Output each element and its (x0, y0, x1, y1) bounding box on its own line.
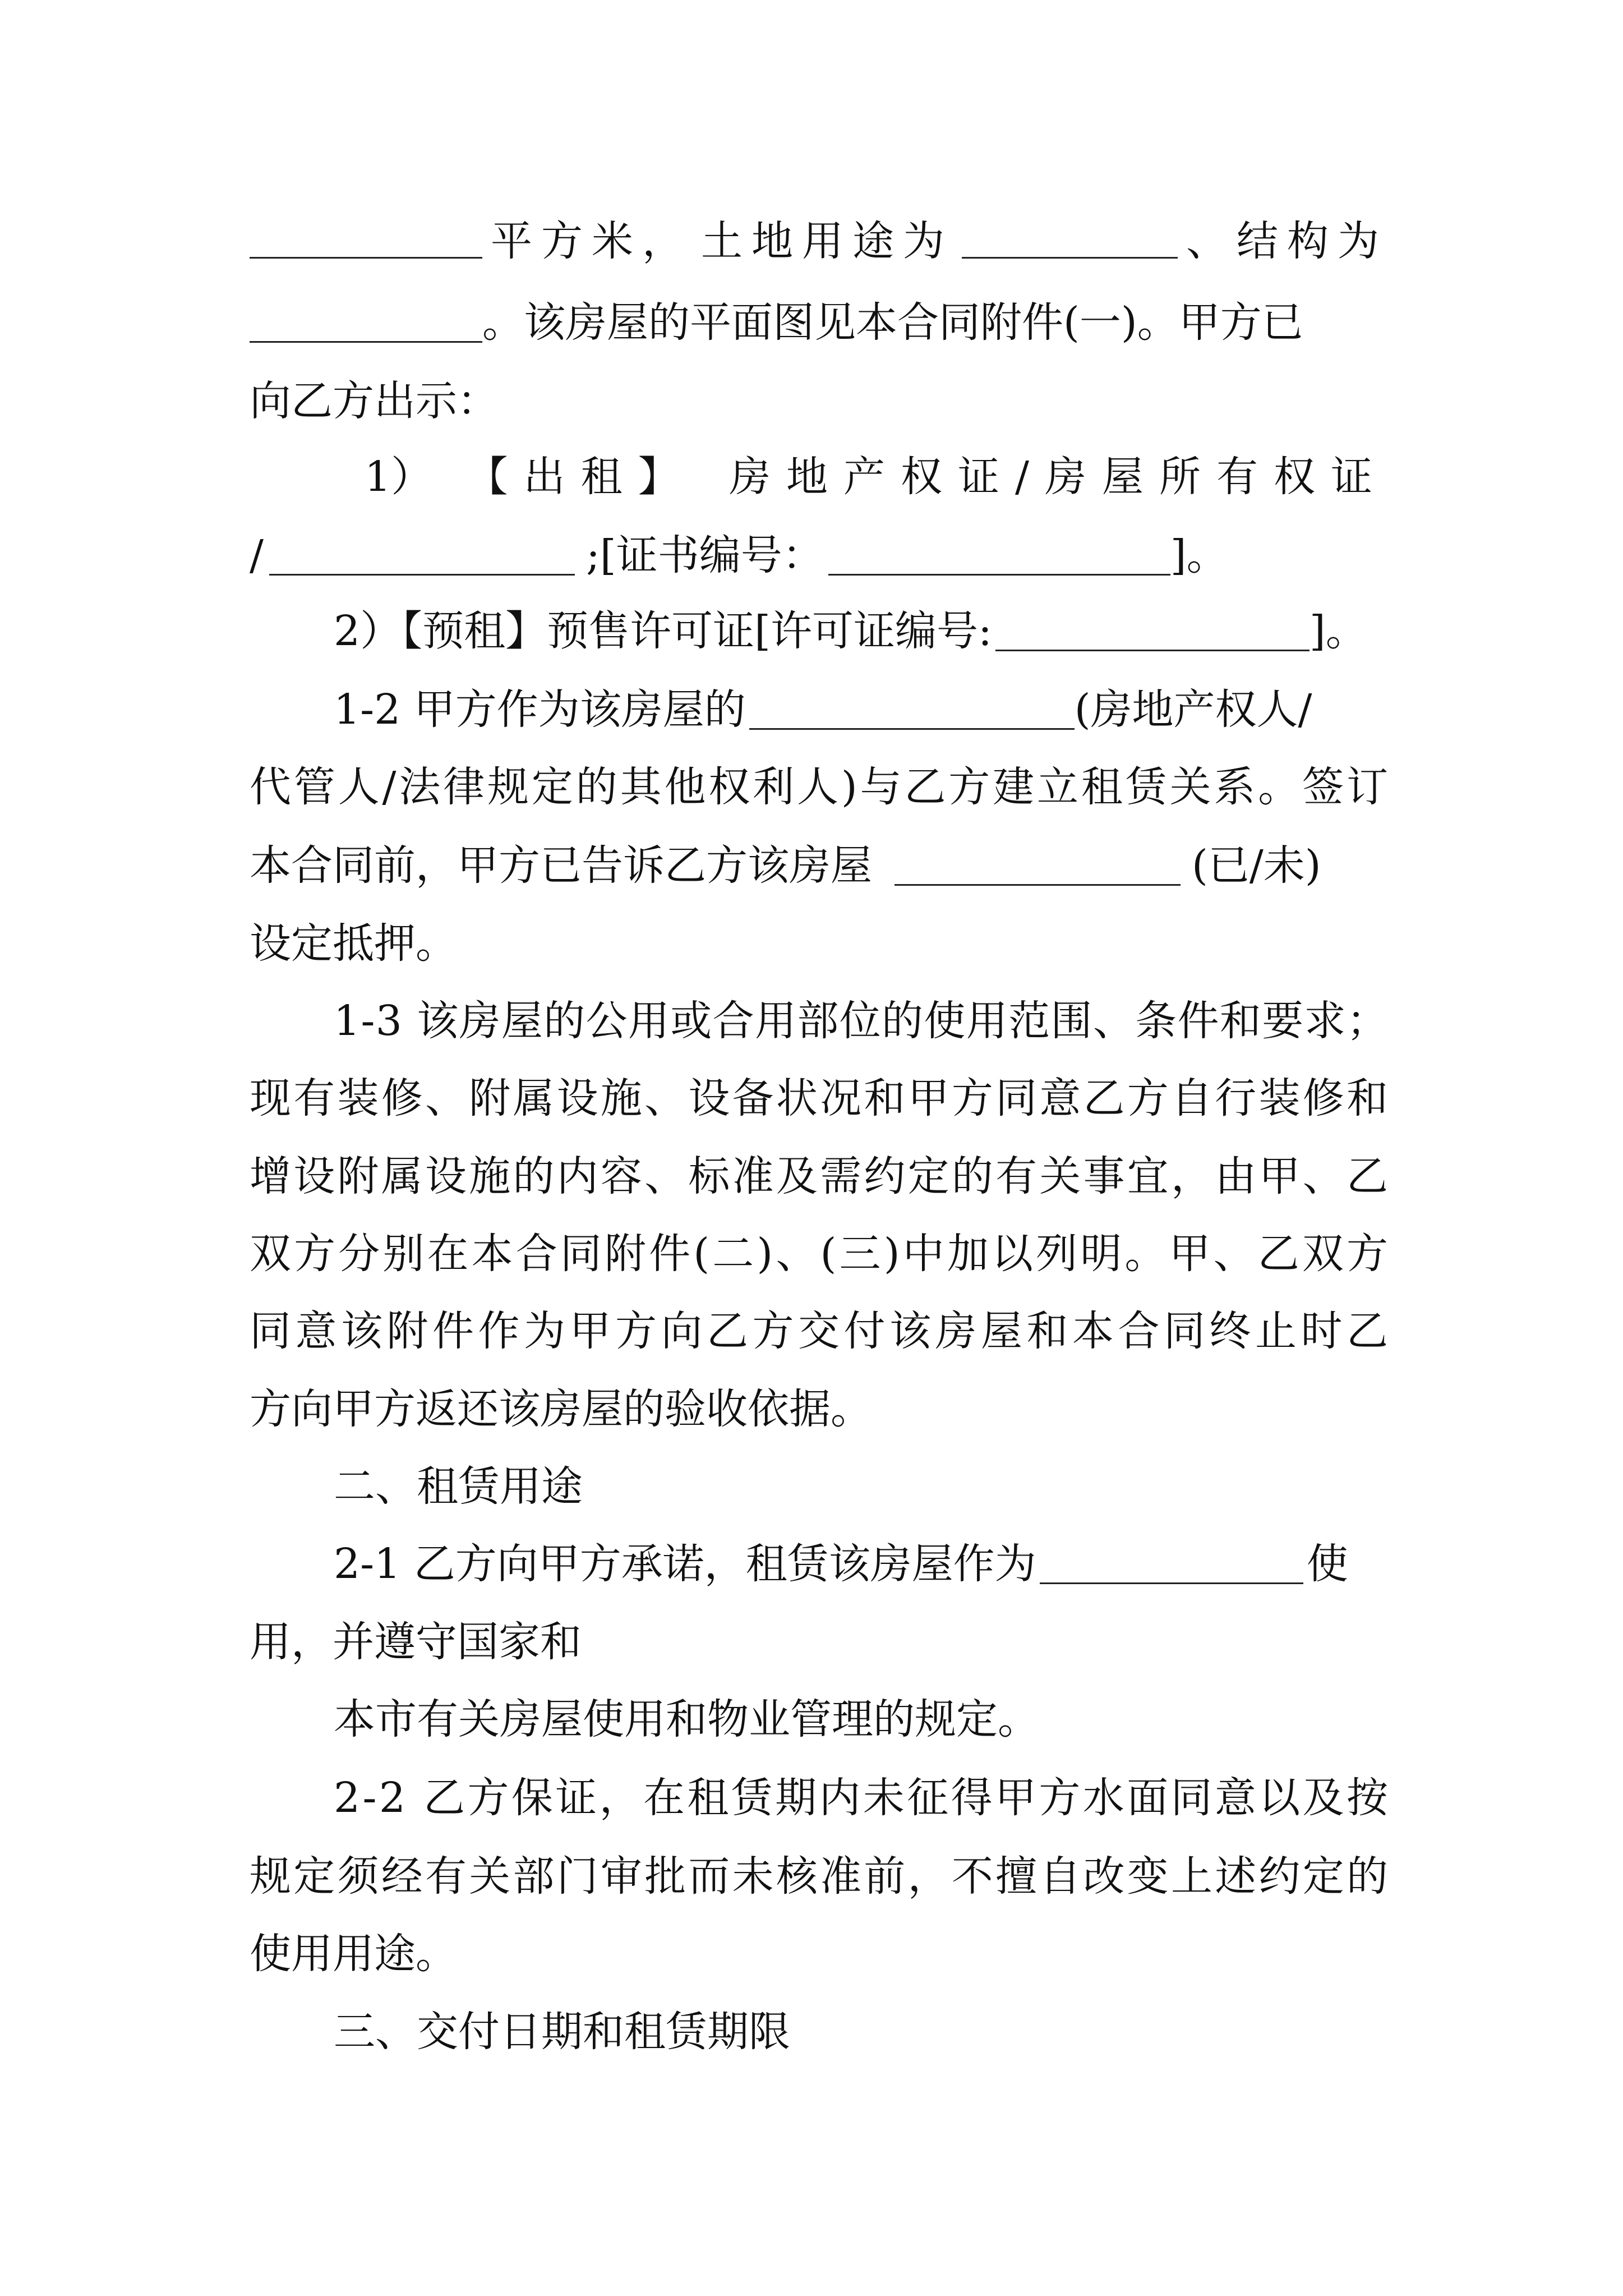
text-span: 设定抵押。 (250, 919, 457, 968)
text-span: 使 (1306, 1540, 1348, 1588)
text-span: 方向甲方返还该房屋的验收依据。 (250, 1385, 872, 1433)
text-line (334, 679, 1388, 740)
text-line (250, 1846, 1391, 1907)
text-line (250, 1223, 1391, 1285)
text-span: 向乙方出示： (250, 377, 499, 425)
text-span: 现有装修、附属设施、设备状况和甲方同意乙方自行装修和 (250, 1074, 1391, 1122)
text-line (250, 1611, 1388, 1673)
text-span: 三、交付日期和租赁期限 (334, 2008, 790, 2056)
fill-in-blank[interactable] (269, 541, 575, 576)
text-line (250, 1378, 1388, 1440)
fill-in-blank[interactable] (250, 309, 482, 343)
text-line (334, 1767, 1391, 1829)
text-span: (已/未) (1192, 841, 1321, 890)
text-span: 本市有关房屋使用和物业管理的规定。 (334, 1695, 1039, 1743)
section-heading (334, 1456, 1388, 1517)
text-span: 同意该附件作为甲方向乙方交付该房屋和本合同终止时乙 (250, 1307, 1393, 1355)
text-line (250, 524, 1388, 586)
text-span: (房地产权人/ (1074, 685, 1312, 734)
text-span: 双方分别在本合同附件(二)、(三)中加以列明。甲、乙双方 (250, 1230, 1391, 1278)
text-span: 房地产权证/房屋所有权证 (729, 453, 1388, 501)
fill-in-blank[interactable] (995, 617, 1310, 651)
text-span: 1-2 甲方作为该房屋的 (334, 685, 746, 734)
text-line (250, 756, 1391, 818)
text-span: 土地用途为 (701, 217, 953, 265)
fill-in-blank[interactable] (749, 696, 1075, 730)
text-span: 1） (365, 453, 433, 501)
text-line (334, 1688, 1388, 1750)
text-span: / (250, 531, 264, 579)
text-line (250, 1923, 1388, 1985)
text-line (250, 835, 1388, 896)
text-span: ;[证书编号： (585, 531, 824, 579)
text-span: ]。 (1309, 607, 1367, 655)
text-span: 规定须经有关部门审批而未核准前，不擅自改变上述约定的 (250, 1852, 1391, 1901)
text-span: 、结构为 (1186, 217, 1388, 265)
text-span: 2）【预租】预售许可证[许可证编号: (334, 607, 992, 655)
section-heading (334, 2001, 1388, 2063)
fill-in-blank[interactable] (895, 852, 1181, 886)
text-line (334, 600, 1422, 662)
text-line (250, 210, 1388, 272)
text-line (250, 370, 1388, 432)
text-span: ]。 (1170, 531, 1228, 579)
text-span: 1-3 该房屋的公用或合用部位的使用范围、条件和要求； (334, 997, 1389, 1045)
text-span: 2-1 乙方向甲方承诺，租赁该房屋作为 (334, 1540, 1036, 1588)
text-line (250, 1068, 1391, 1129)
text-span: 平方米， (491, 217, 693, 265)
text-line (250, 292, 1388, 353)
fill-in-blank[interactable] (1040, 1550, 1303, 1584)
fill-in-blank[interactable] (250, 224, 482, 259)
text-span: 二、租赁用途 (334, 1462, 583, 1511)
text-span: 【出租】 (466, 453, 695, 501)
text-line (334, 990, 1388, 1052)
text-span: 。该房屋的平面图见本合同附件(一)。甲方已 (482, 298, 1303, 347)
text-span: 增设附属设施的内容、标准及需约定的有关事宜，由甲、乙 (250, 1152, 1391, 1200)
text-span: 使用用途。 (250, 1930, 457, 1978)
text-span: 本合同前，甲方已告诉乙方该房屋 (250, 841, 872, 890)
text-line (250, 1145, 1391, 1207)
fill-in-blank[interactable] (962, 224, 1178, 259)
fill-in-blank[interactable] (828, 541, 1170, 576)
text-line (334, 1533, 1388, 1595)
text-span: 2-2 乙方保证，在租赁期内未征得甲方水面同意以及按 (334, 1774, 1391, 1822)
text-span: 代管人/法律规定的其他权利人)与乙方建立租赁关系。签订 (250, 763, 1391, 811)
text-line (250, 1300, 1393, 1362)
text-line (250, 913, 1388, 974)
text-span: 用，并遵守国家和 (250, 1618, 582, 1666)
text-line (365, 446, 1388, 508)
